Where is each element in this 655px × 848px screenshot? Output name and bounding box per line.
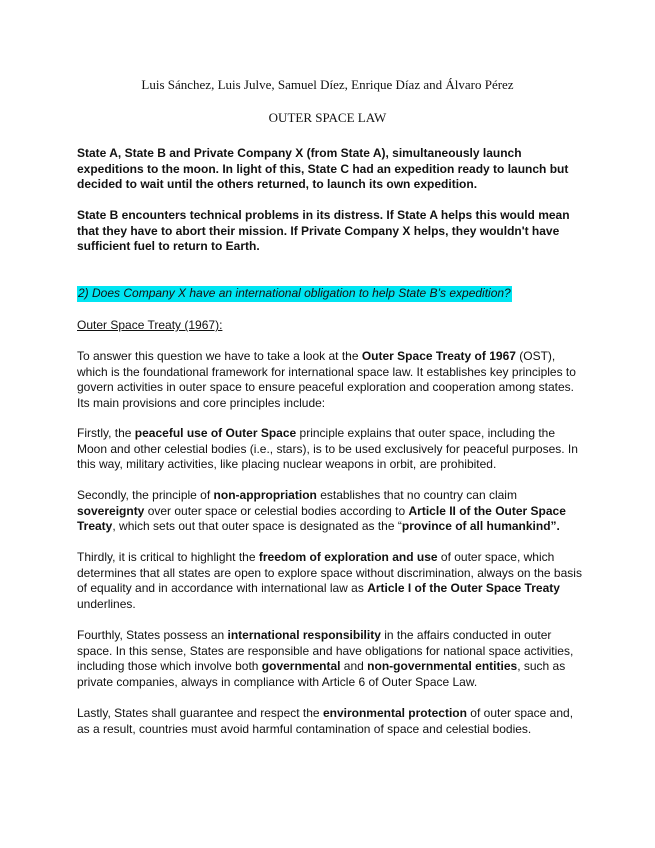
document-title: OUTER SPACE LAW xyxy=(268,110,387,125)
fourthly-paragraph xyxy=(77,628,582,690)
lastly-paragraph xyxy=(77,706,582,737)
secondly-bold-1: non-appropriation xyxy=(213,488,317,502)
thirdly-text-3: underlines. xyxy=(77,596,136,611)
secondly-text-4: , which sets out that outer space is designated as the “ xyxy=(112,519,402,533)
thirdly-text-1: Thirdly, it is critical to highlight the xyxy=(77,550,259,564)
secondly-bold-2: sovereignty xyxy=(77,503,145,518)
intro-text-1: To answer this question we have to take a look at the xyxy=(77,349,362,363)
firstly-paragraph xyxy=(77,426,582,473)
fourthly-bold-1: international responsibility xyxy=(227,628,381,642)
secondly-text-2: establishes that no country can claim xyxy=(316,488,517,502)
case-paragraph-1: State A, State B and Private Company X (from State A), simultaneously launch expeditions to the moon. In light of this, State C had an expedition ready to launch but decided to wait until the others returned, to launch its own expedition. xyxy=(77,146,569,191)
secondly-bold-4: province of all humankind”. xyxy=(401,519,560,533)
firstly-bold-1: peaceful use of Outer Space xyxy=(134,426,297,440)
intro-paragraph xyxy=(77,349,582,411)
secondly-bold-3: Article II of the Outer Space Treaty xyxy=(77,503,566,533)
authors-line: Luis Sánchez, Luis Julve, Samuel Díez, Enrique Díaz and Álvaro Pérez xyxy=(141,77,514,92)
intro-bold-1: Outer Space Treaty of 1967 xyxy=(361,349,516,363)
thirdly-paragraph xyxy=(77,550,582,612)
fourthly-text-4: , such as private companies, always in compliance with Article 6 of Outer Space Law. xyxy=(77,659,566,689)
lastly-bold-1: environmental protection xyxy=(322,706,467,720)
fourthly-text-1: Fourthly, States possess an xyxy=(77,628,228,642)
case-paragraph-2: State B encounters technical problems in its distress. If State A helps this would mean that they have to abort their mission. If Private Company X helps, they wouldn't have sufficient fuel to return to Earth. xyxy=(77,208,570,253)
thirdly-text-2: of outer space, which determines that all states are open to explore space without discrimination, always on the basis of equality and in accordance with international law as xyxy=(77,550,582,595)
thirdly-bold-2: Article I of the Outer Space Treaty xyxy=(367,581,560,595)
section-heading: Outer Space Treaty (1967): xyxy=(77,318,223,332)
secondly-paragraph xyxy=(77,488,582,535)
thirdly-bold-1: freedom of exploration and use xyxy=(258,550,438,564)
fourthly-text-3: and xyxy=(340,659,368,673)
lastly-text-2: of outer space and, as a result, countries must avoid harmful contamination of space and celestial bodies. xyxy=(77,706,574,736)
intro-text-2: (OST), which is the foundational framework for international space law. It establishes key principles to govern activities in outer space to ensure peaceful exploration and cooperation among states. Its main provisions and core principles include: xyxy=(77,349,576,410)
secondly-text-1: Secondly, the principle of xyxy=(77,488,214,502)
fourthly-text-2: in the affairs conducted in outer space. In this sense, States are responsible and have obligations for national space activities, including those which involve both xyxy=(77,628,574,673)
secondly-text-3: over outer space or celestial bodies according to xyxy=(144,503,409,518)
firstly-text-2: principle explains that outer space, including the Moon and other celestial bodies (i.e., stars), is to be used exclusively for peaceful purposes. In this way, military activities, like placing nuclear weapons in orbit, are prohibited. xyxy=(77,426,578,471)
highlighted-question: 2) Does Company X have an international obligation to help State B’s expedition? xyxy=(78,286,511,300)
fourthly-bold-2: governmental xyxy=(261,659,341,673)
firstly-text-1: Firstly, the xyxy=(77,426,135,440)
lastly-text-1: Lastly, States shall guarantee and respect the xyxy=(77,706,323,720)
fourthly-bold-3: non-governmental entities xyxy=(367,659,518,673)
